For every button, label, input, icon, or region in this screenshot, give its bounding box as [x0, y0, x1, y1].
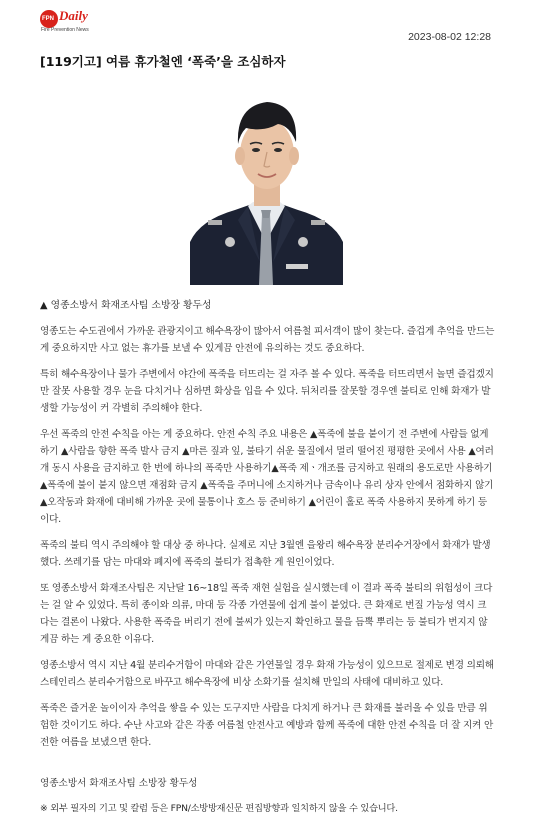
article-title: [119기고] 여름 휴가철엔 ‘폭죽’을 조심하자	[40, 54, 286, 69]
article-paragraph: 폭죽의 불티 역시 주의해야 할 대상 중 하나다. 실제로 지난 3월엔 을왕리 해수욕장 분리수거장에서 화재가 발생했다. 쓰레기를 담는 마대와 폐지에 폭죽의 불티가 접촉한 게 원인이었다.	[40, 540, 491, 568]
article-paragraph: 폭죽은 즐거운 놀이이자 추억을 쌓을 수 있는 도구지만 사람을 다치게 하거나 큰 화재를 불러올 수 있을 만큼 위험한 것이기도 하다. 수난 사고와 같은 각종 여름철 안전사고 예방과 함께 폭죽에 대한 안전 수칙을 더 잘 지켜 안전한 여름을 보냈으면 한다.	[40, 703, 494, 748]
photo-caption: ▲ 영종소방서 화재조사팀 소방장 황두성	[40, 300, 212, 311]
site-logo[interactable]	[40, 8, 110, 32]
article-paragraph: 또 영종소방서 화재조사팀은 지난달 16~18일 폭죽 재현 실험을 실시했는데 이 결과 폭죽 불티의 위험성이 크다는 걸 알 수 있었다. 특히 종이와 의류, 마대 등 각종 가연물에 쉽게 불이 붙었다. 큰 화재로 번질 가능성 역시 크다는 결론이 나왔다. 사용한 폭죽을 버리기 전에 불씨가 있는지 확인하고 물을 듬뿍 뿌리는 등 불티가 번지지 않게끔 하는 게 중요한 이유다.	[40, 583, 493, 645]
article-paragraph: 우선 폭죽의 안전 수칙을 아는 게 중요하다. 안전 수칙 주요 내용은 ▲폭죽에 불을 붙이기 전 주변에 사람들 없게 하기 ▲사람을 향한 폭죽 발사 금지 ▲마른 짚과 잎, 불타기 쉬운 물질에서 멀리 떨어진 평평한 곳에서 사용 ▲여러 개 동시 사용을 금지하고 한 번에 하나의 폭죽만 사용하기▲폭죽 제ㆍ개조를 금지하고 원래의 용도로만 사용하기 ▲폭죽에 불이 붙지 않으면 재점화 금지 ▲폭죽을 주머니에 소지하거나 금속이나 유리 상자 안에서 점화하지 않기 ▲오작동과 화재에 대비해 가까운 곳에 물통이나 호스 등 준비하기 ▲어린이 홀로 폭죽 사용하지 못하게 하기 등이다.	[40, 429, 494, 525]
author-signature: 영종소방서 화재조사팀 소방장 황두성	[40, 778, 198, 789]
publish-date: 2023-08-02 12:28	[408, 31, 491, 43]
logo-subtitle: Fire Prevention News	[41, 27, 89, 33]
disclaimer-note: ※ 외부 필자의 기고 및 칼럼 등은 FPN/소방방재신문 편집방향과 일치하지 않을 수 있습니다.	[40, 803, 398, 814]
article-paragraph: 특히 해수욕장이나 물가 주변에서 야간에 폭죽을 터뜨리는 걸 자주 볼 수 있다. 폭죽을 터뜨리면서 놀면 즐겁겠지만 잘못 사용할 경우 눈을 다치거나 심하면 화상을 입을 수 있다. 뒤처리를 잘못할 경우엔 불티로 인해 화재가 발생할 가능성이 커 각별히 주의해야 한다.	[40, 369, 494, 414]
logo-fpn-text: FPN	[42, 16, 54, 22]
logo-daily-text: Daily	[59, 8, 88, 23]
author-photo	[190, 92, 343, 285]
page-header	[0, 0, 533, 43]
article-paragraph: 영종도는 수도권에서 가까운 관광지이고 해수욕장이 많아서 여름철 피서객이 많이 찾는다. 즐겁게 추억을 만드는 게 중요하지만 사고 없는 휴가를 보낼 수 있게끔 안전에 유의하는 것도 중요하다.	[40, 326, 495, 354]
article-body	[40, 323, 495, 760]
article-paragraph: 영종소방서 역시 지난 4월 분리수거함이 마대와 같은 가연물일 경우 화재 가능성이 있으므로 절제로 변경 의뢰해 스테인리스 분리수거함으로 바꾸고 해수욕장에 비상 소화기를 설치해 만일의 사태에 대비하고 있다.	[40, 660, 494, 688]
